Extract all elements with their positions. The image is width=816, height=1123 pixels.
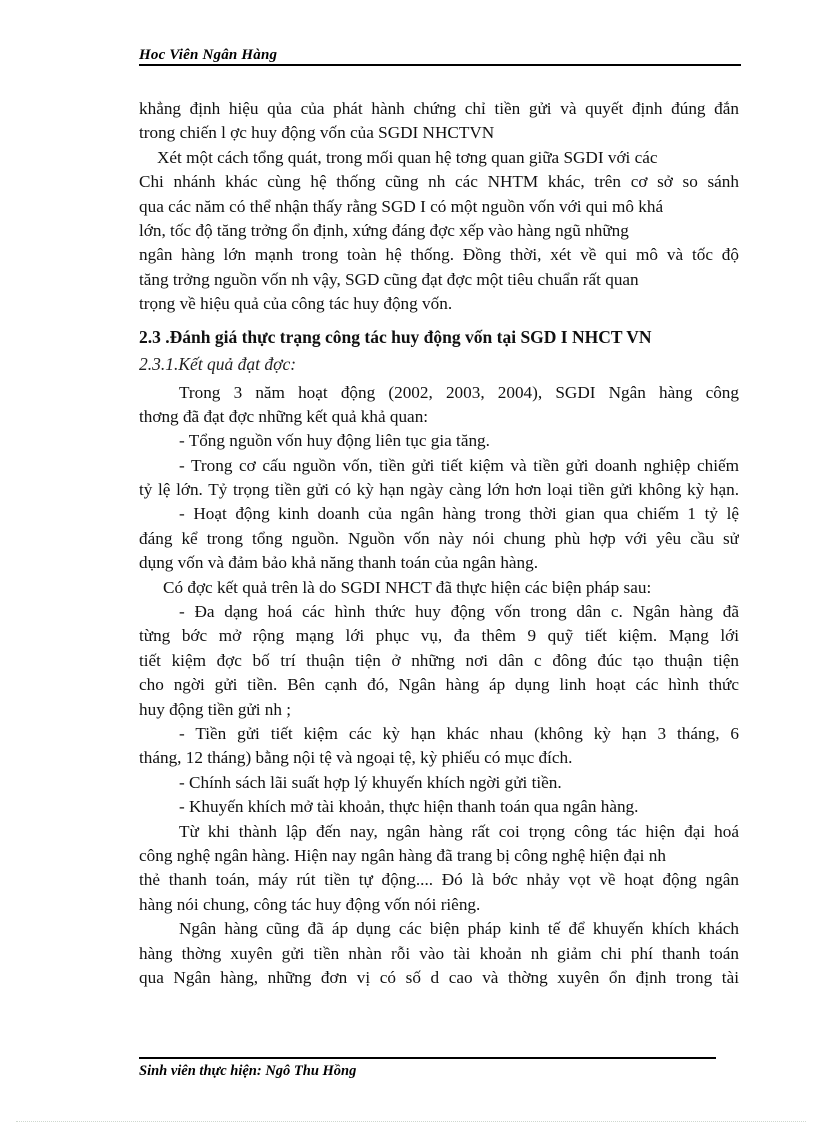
text-line: Trong 3 năm hoạt động (2002, 2003, 2004), SGDI Ngân hàng công bbox=[179, 382, 739, 402]
text-line: khẳng định hiệu qủa của phát hành chứng chỉ tiền gửi và quyết định đúng đắn bbox=[139, 99, 739, 118]
text-line: - Đa dạng hoá các hình thức huy động vốn trong dân c. Ngân hàng đã bbox=[179, 602, 739, 622]
text-line: tỷ lệ lớn. Tỷ trọng tiền gửi có kỳ hạn ngày càng lớn hơn loại tiền gửi không kỳ hạn. bbox=[139, 480, 739, 500]
section-heading: 2.3 .Đánh giá thực trạng công tác huy động vốn tại SGD I NHCT VN bbox=[139, 326, 652, 347]
text-line: tiết kiệm đợc bố trí thuận tiện ở những nơi dân c đông đúc tạo thuận tiện bbox=[139, 650, 739, 670]
text-line: qua Ngân hàng, những đơn vị có số d cao và thờng xuyên ổn định trong tài bbox=[139, 967, 739, 987]
text-line: qua các năm có thể nhận thấy rằng SGD I có một nguồn vốn với qui mô khá bbox=[139, 196, 664, 216]
text-line: Ngân hàng cũng đã áp dụng các biện pháp kinh tế để khuyến khích khách bbox=[179, 919, 739, 939]
text-line: tăng trởng nguồn vốn nh vậy, SGD cũng đạt đợc một tiêu chuẩn rất quan bbox=[139, 269, 639, 289]
page-edge-divider bbox=[16, 1121, 806, 1122]
text-line: Chi nhánh khác cùng hệ thống cũng nh các NHTM khác, trên cơ sở so sánh bbox=[139, 172, 739, 192]
text-line: huy động tiền gửi nh ; bbox=[139, 699, 292, 719]
results-paragraphs bbox=[139, 381, 739, 991]
text-line: - Trong cơ cấu nguồn vốn, tiền gửi tiết kiệm và tiền gửi doanh nghiệp chiếm bbox=[179, 455, 739, 475]
text-line: - Hoạt động kinh doanh của ngân hàng trong thời gian qua chiếm 1 tỷ lệ bbox=[179, 504, 739, 524]
text-line: dụng vốn và đảm bảo khả năng thanh toán của ngân hàng. bbox=[139, 553, 539, 573]
text-line: - Khuyến khích mở tài khoản, thực hiện thanh toán qua ngân hàng. bbox=[179, 797, 639, 817]
text-line: ngân hàng lớn mạnh trong toàn hệ thống. Đồng thời, xét về qui mô và tốc độ bbox=[139, 245, 739, 265]
text-line: Xét một cách tổng quát, trong mối quan hệ tơng quan giữa SGDI với các bbox=[157, 147, 658, 167]
text-line: hàng nói chung, công tác huy động vốn nói riêng. bbox=[139, 894, 481, 914]
text-line: trong chiến l ợc huy động vốn của SGDI NHCTVN bbox=[139, 123, 495, 143]
text-line: thẻ thanh toán, máy rút tiền tự động.... Đó là bớc nhảy vọt về hoạt động ngân bbox=[139, 870, 739, 890]
intro-paragraphs bbox=[139, 97, 739, 317]
page-footer-author: Sinh viên thực hiện: Ngô Thu Hồng bbox=[139, 1063, 357, 1079]
subsection-heading: 2.3.1.Kết quả đạt đợc: bbox=[139, 353, 297, 374]
text-line: từng bớc mở rộng mạng lới phục vụ, đa thêm 9 quỹ tiết kiệm. Mạng lới bbox=[139, 626, 739, 646]
header-rule bbox=[139, 64, 741, 66]
text-line: - Chính sách lãi suất hợp lý khuyến khích ngời gửi tiền. bbox=[179, 772, 562, 792]
text-line: hàng thờng xuyên gửi tiền nhàn rỗi vào tài khoản nh giảm chi phí thanh toán bbox=[139, 943, 739, 963]
page-header-title: Hoc Viên Ngân Hàng bbox=[139, 47, 278, 63]
text-line: - Tổng nguồn vốn huy động liên tục gia tăng. bbox=[179, 431, 490, 451]
text-line: cho ngời gửi tiền. Bên cạnh đó, Ngân hàng áp dụng linh hoạt các hình thức bbox=[139, 675, 739, 695]
text-line: công nghệ ngân hàng. Hiện nay ngân hàng đã trang bị công nghệ hiện đại nh bbox=[139, 845, 666, 865]
text-line: tháng, 12 tháng) bằng nội tệ và ngoại tệ, kỳ phiếu có mục đích. bbox=[139, 748, 573, 768]
document-body bbox=[139, 97, 739, 990]
text-line: đáng kể trong tổng nguồn. Nguồn vốn này nói chung phù hợp với yêu cầu sử bbox=[139, 528, 739, 548]
text-line: - Tiền gửi tiết kiệm các kỳ hạn khác nhau (không kỳ hạn 3 tháng, 6 bbox=[179, 723, 739, 743]
text-line: Có đợc kết quả trên là do SGDI NHCT đã thực hiện các biện pháp sau: bbox=[163, 577, 652, 597]
footer-rule bbox=[139, 1057, 716, 1059]
text-line: lớn, tốc độ tăng trởng ổn định, xứng đáng đợc xếp vào hàng ngũ những bbox=[139, 220, 629, 240]
text-line: thơng đã đạt đợc những kết quả khả quan: bbox=[139, 406, 429, 426]
text-line: Từ khi thành lập đến nay, ngân hàng rất coi trọng công tác hiện đại hoá bbox=[179, 821, 739, 841]
text-line: trọng về hiệu quả của công tác huy động vốn. bbox=[139, 294, 453, 314]
